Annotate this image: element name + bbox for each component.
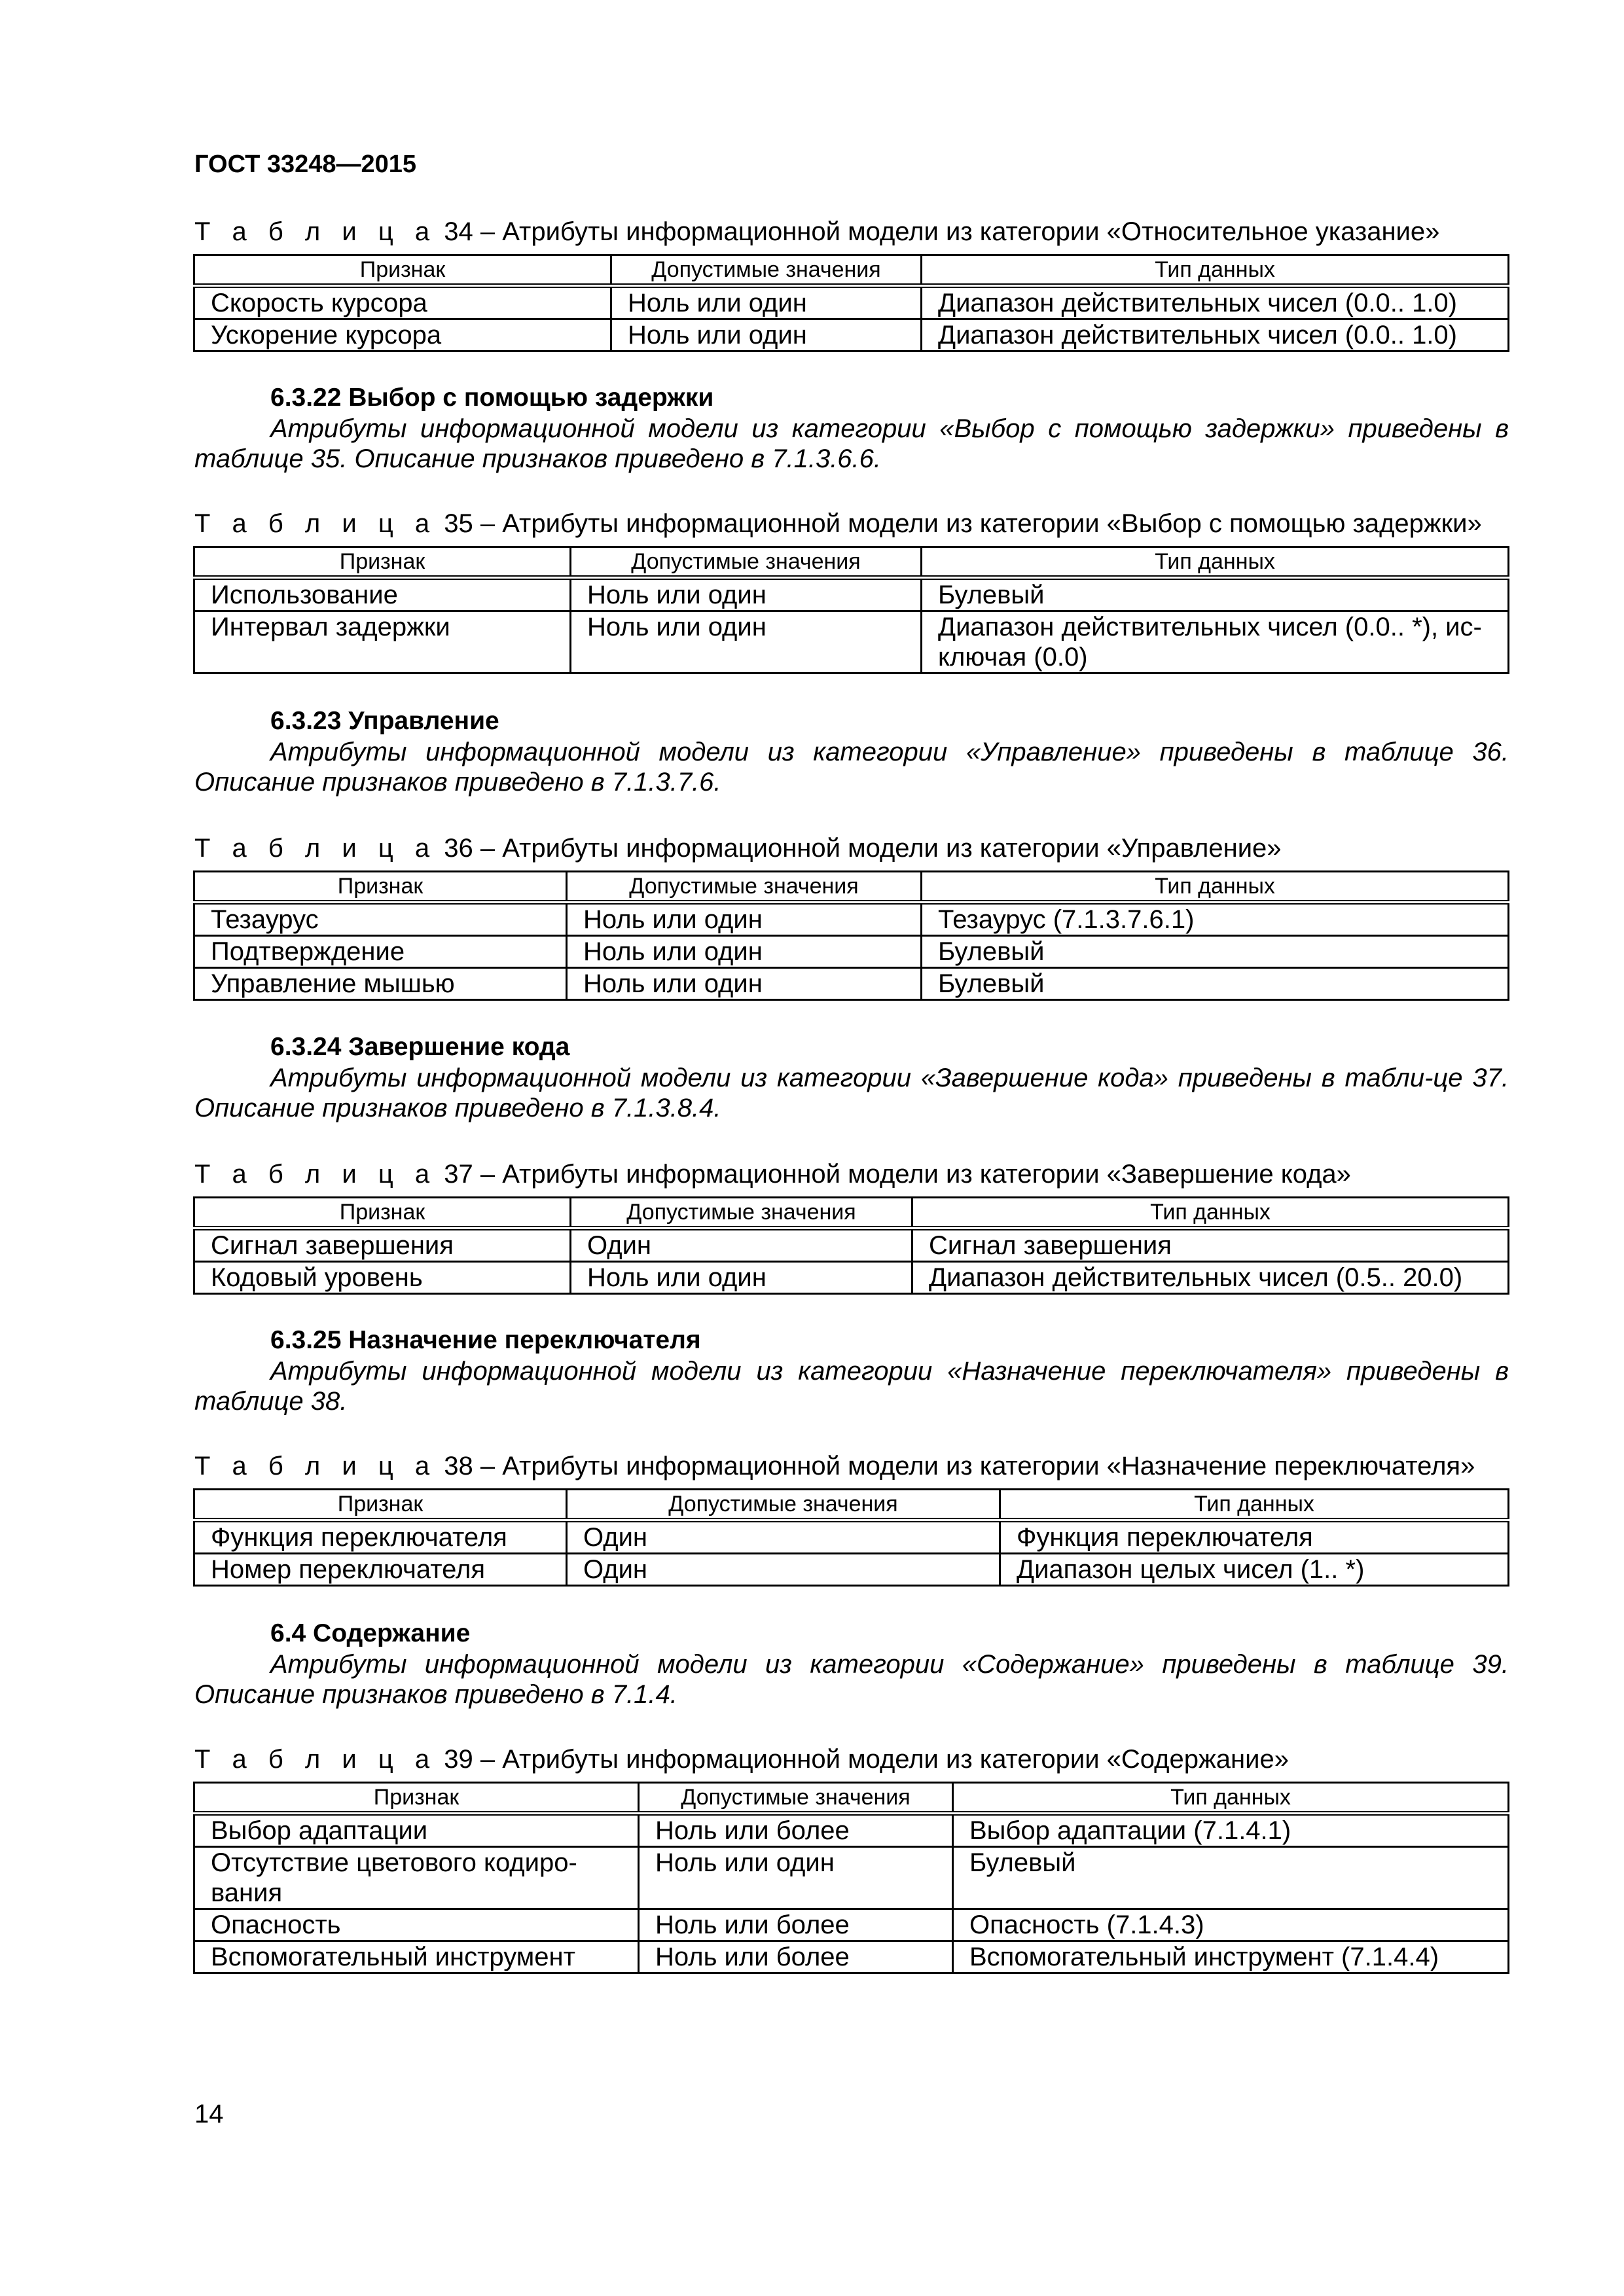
table-cell: Диапазон действительных чисел (0.0.. *), ис-ключая (0.0) <box>922 611 1509 673</box>
table-cell: Один <box>567 1520 1000 1554</box>
column-header-allowed-values: Допустимые значения <box>567 872 922 903</box>
section-6-3-25-title: 6.3.25 Назначение переключателя <box>270 1326 701 1354</box>
section-6-3-23-title: 6.3.23 Управление <box>270 707 499 735</box>
table-cell: Ноль или один <box>571 1262 912 1294</box>
table-35-caption <box>194 509 1482 539</box>
table-37-caption <box>194 1160 1351 1189</box>
table-cell: Использование <box>194 578 571 611</box>
table-cell: Интервал задержки <box>194 611 571 673</box>
table-36-caption <box>194 834 1282 863</box>
column-header-data-type: Тип данных <box>922 255 1509 286</box>
table-cell: Тезаурус <box>194 903 567 936</box>
column-header-feature: Признак <box>194 547 571 578</box>
section-6-3-25-paragraph: Атрибуты информационной модели из категории «Назначение переключателя» приведены в таблице 38. <box>194 1357 1509 1416</box>
table-cell: Тезаурус (7.1.3.7.6.1) <box>922 903 1509 936</box>
table-cell: Один <box>567 1554 1000 1586</box>
column-header-allowed-values: Допустимые значения <box>571 547 922 578</box>
table-cell: Вспомогательный инструмент <box>194 1941 639 1973</box>
table-cell: Номер переключателя <box>194 1554 567 1586</box>
column-header-feature: Признак <box>194 872 567 903</box>
table-word: Т а б л и ц а <box>194 509 437 538</box>
column-header-data-type: Тип данных <box>922 547 1509 578</box>
table-cell: Отсутствие цветового кодиро-вания <box>194 1847 639 1909</box>
table-cell: Выбор адаптации (7.1.4.1) <box>953 1814 1509 1847</box>
table-row <box>194 578 1509 611</box>
table-word: Т а б л и ц а <box>194 1160 437 1189</box>
table-row <box>194 1554 1509 1586</box>
table-row <box>194 1909 1509 1941</box>
section-6-4-title: 6.4 Содержание <box>270 1619 471 1647</box>
table-row <box>194 1520 1509 1554</box>
column-header-feature: Признак <box>194 255 611 286</box>
table-row <box>194 1229 1509 1262</box>
section-6-3-24-paragraph: Атрибуты информационной модели из категории «Завершение кода» приведены в табли-це 37. Описание признаков приведено в 7.1.3.8.4. <box>194 1064 1509 1122</box>
table-cell: Ноль или один <box>639 1847 953 1909</box>
table-caption-text: 38 – Атрибуты информационной модели из категории «Назначение переключателя» <box>444 1452 1475 1480</box>
section-6-3-22-title: 6.3.22 Выбор с помощью задержки <box>270 384 714 412</box>
table-cell: Ноль или более <box>639 1941 953 1973</box>
table-cell: Булевый <box>922 578 1509 611</box>
column-header-feature: Признак <box>194 1783 639 1814</box>
table-cell: Функция переключателя <box>1000 1520 1509 1554</box>
table-cell: Кодовый уровень <box>194 1262 571 1294</box>
column-header-data-type: Тип данных <box>1000 1490 1509 1520</box>
table-caption-text: 36 – Атрибуты информационной модели из категории «Управление» <box>444 834 1282 863</box>
table-38-caption <box>194 1452 1475 1481</box>
table-cell: Ноль или один <box>567 968 922 1000</box>
table-row <box>194 936 1509 968</box>
table-cell: Функция переключателя <box>194 1520 567 1554</box>
table-cell: Диапазон целых чисел (1.. *) <box>1000 1554 1509 1586</box>
section-6-4-paragraph: Атрибуты информационной модели из категории «Содержание» приведены в таблице 39. Описание признаков приведено в 7.1.4. <box>194 1650 1509 1709</box>
table-cell: Один <box>571 1229 912 1262</box>
table-cell: Ноль или один <box>567 936 922 968</box>
table-cell: Управление мышью <box>194 968 567 1000</box>
table-row <box>194 1814 1509 1847</box>
table-caption-text: 39 – Атрибуты информационной модели из категории «Содержание» <box>444 1745 1289 1774</box>
table-word: Т а б л и ц а <box>194 1745 437 1774</box>
table-cell: Подтверждение <box>194 936 567 968</box>
column-header-feature: Признак <box>194 1198 571 1229</box>
table-cell: Ноль или один <box>611 286 922 319</box>
column-header-allowed-values: Допустимые значения <box>571 1198 912 1229</box>
table-cell: Ноль или один <box>567 903 922 936</box>
section-6-3-22-paragraph: Атрибуты информационной модели из категории «Выбор с помощью задержки» приведены в таблице 35. Описание признаков приведено в 7.1.3.6.6. <box>194 414 1509 473</box>
page-number: 14 <box>194 2100 224 2128</box>
table-cell: Булевый <box>953 1847 1509 1909</box>
table-cell: Ноль или более <box>639 1909 953 1941</box>
table-39-caption <box>194 1745 1289 1774</box>
table-cell: Булевый <box>922 936 1509 968</box>
column-header-allowed-values: Допустимые значения <box>611 255 922 286</box>
table-37 <box>193 1196 1509 1295</box>
table-cell: Выбор адаптации <box>194 1814 639 1847</box>
column-header-feature: Признак <box>194 1490 567 1520</box>
table-row <box>194 1262 1509 1294</box>
table-36 <box>193 870 1509 1001</box>
table-cell: Опасность (7.1.4.3) <box>953 1909 1509 1941</box>
column-header-data-type: Тип данных <box>953 1783 1509 1814</box>
table-cell: Ноль или один <box>571 578 922 611</box>
table-row <box>194 903 1509 936</box>
table-caption-text: 34 – Атрибуты информационной модели из категории «Относительное указание» <box>444 217 1440 246</box>
table-row <box>194 319 1509 351</box>
table-cell: Диапазон действительных чисел (0.0.. 1.0) <box>922 319 1509 351</box>
column-header-data-type: Тип данных <box>912 1198 1509 1229</box>
table-cell: Сигнал завершения <box>912 1229 1509 1262</box>
table-row <box>194 1941 1509 1973</box>
section-6-3-24-title: 6.3.24 Завершение кода <box>270 1033 570 1061</box>
document-header: ГОСТ 33248—2015 <box>194 151 417 178</box>
table-39 <box>193 1782 1509 1974</box>
column-header-data-type: Тип данных <box>922 872 1509 903</box>
table-cell: Ускорение курсора <box>194 319 611 351</box>
table-row <box>194 968 1509 1000</box>
table-cell: Опасность <box>194 1909 639 1941</box>
table-word: Т а б л и ц а <box>194 217 437 246</box>
table-word: Т а б л и ц а <box>194 834 437 863</box>
table-cell: Диапазон действительных чисел (0.0.. 1.0) <box>922 286 1509 319</box>
column-header-allowed-values: Допустимые значения <box>567 1490 1000 1520</box>
table-word: Т а б л и ц а <box>194 1452 437 1480</box>
table-38 <box>193 1488 1509 1587</box>
table-cell: Ноль или один <box>611 319 922 351</box>
column-header-allowed-values: Допустимые значения <box>639 1783 953 1814</box>
table-cell: Сигнал завершения <box>194 1229 571 1262</box>
table-caption-text: 35 – Атрибуты информационной модели из категории «Выбор с помощью задержки» <box>444 509 1482 538</box>
table-cell: Ноль или один <box>571 611 922 673</box>
table-cell: Ноль или более <box>639 1814 953 1847</box>
table-row <box>194 286 1509 319</box>
table-cell: Вспомогательный инструмент (7.1.4.4) <box>953 1941 1509 1973</box>
table-cell: Скорость курсора <box>194 286 611 319</box>
table-34-caption <box>194 217 1439 247</box>
table-row <box>194 611 1509 673</box>
table-cell: Булевый <box>922 968 1509 1000</box>
section-6-3-23-paragraph: Атрибуты информационной модели из категории «Управление» приведены в таблице 36. Описание признаков приведено в 7.1.3.7.6. <box>194 738 1509 797</box>
table-row <box>194 1847 1509 1909</box>
table-35 <box>193 546 1509 674</box>
table-cell: Диапазон действительных чисел (0.5.. 20.0) <box>912 1262 1509 1294</box>
table-caption-text: 37 – Атрибуты информационной модели из категории «Завершение кода» <box>444 1160 1351 1189</box>
table-34 <box>193 254 1509 352</box>
